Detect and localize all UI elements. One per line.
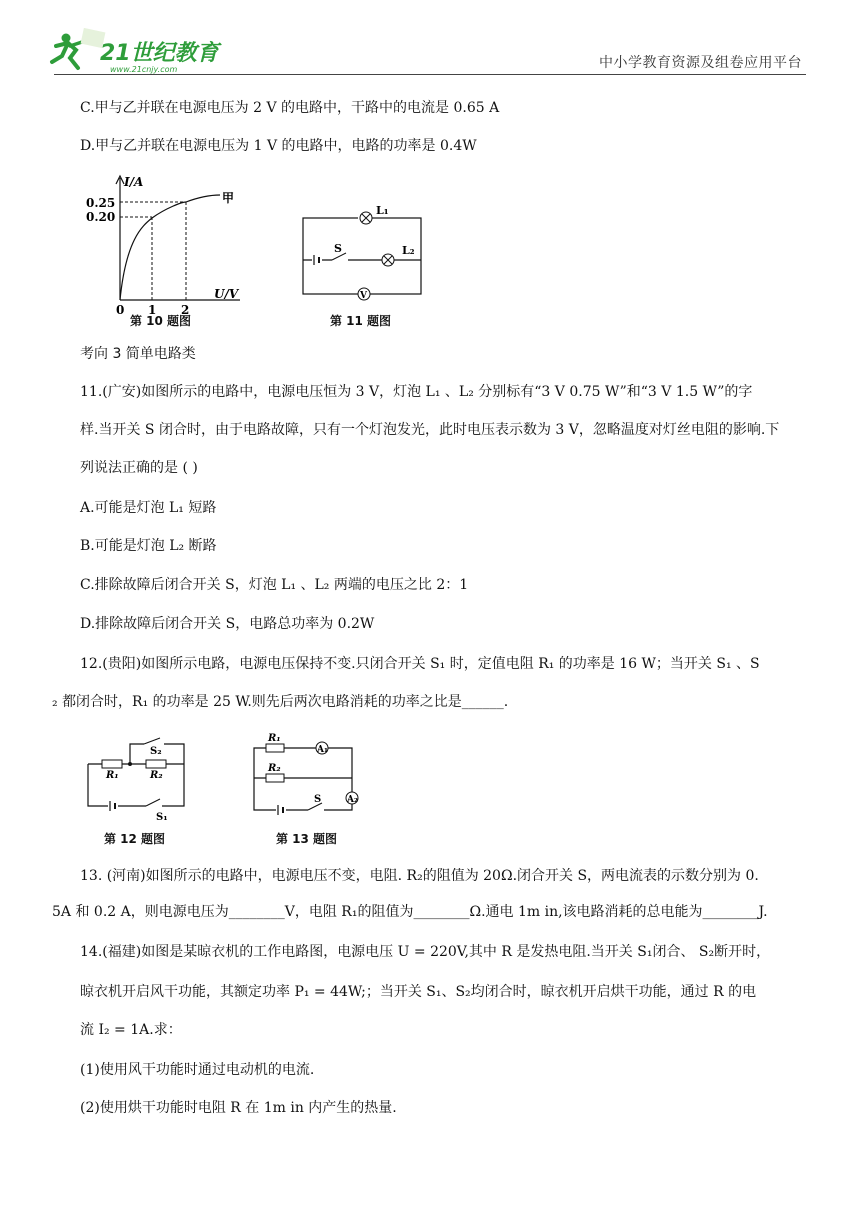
runner-icon [52, 28, 105, 68]
q14-sub-1: (1)使用风干功能时通过电动机的电流. [80, 1062, 315, 1078]
x-tick-0: 0 [116, 303, 125, 317]
label-r2: R₂ [150, 770, 163, 781]
label-r1: R₁ [268, 733, 281, 744]
label-l2: L₂ [402, 244, 415, 257]
section-title: 考向 3 简单电路类 [80, 346, 196, 362]
x-tick-2: 2 [181, 303, 190, 317]
y-tick-025: 0.25 [86, 196, 116, 210]
x-axis-label: U/V [214, 287, 239, 301]
figure-13-caption: 第 13 题图 [276, 832, 338, 846]
q11-option-c: C.排除故障后闭合开关 S，灯泡 L₁ 、L₂ 两端的电压之比 2：1 [80, 577, 469, 593]
q11-option-b: B.可能是灯泡 L₂ 断路 [80, 538, 217, 554]
figure-13-circuit [248, 728, 368, 824]
label-a2: A₂ [347, 795, 358, 805]
label-a1: A₁ [317, 745, 328, 755]
label-r2: R₂ [268, 763, 281, 774]
label-s: S [314, 794, 322, 805]
label-r1: R₁ [106, 770, 119, 781]
figure-12-circuit [84, 730, 194, 824]
figure-10-caption: 第 10 题图 [130, 314, 192, 328]
label-s: S [334, 242, 342, 255]
q12-line-2: ₂ 都闭合时，R₁ 的功率是 25 W.则先后两次电路消耗的功率之比是______. [52, 694, 509, 710]
platform-title: 中小学教育资源及组卷应用平台 [599, 55, 802, 71]
label-s2: S₂ [150, 746, 162, 757]
q14-line-1: 14.(福建)如图是某晾衣机的工作电路图，电源电压 U = 220V,其中 R 是发热电阻.当开关 S₁闭合、 S₂断开时， [80, 944, 771, 960]
logo-text: 21世纪教育 [100, 41, 219, 66]
label-s1: S₁ [156, 812, 168, 823]
q14-line-2: 晾衣机开启风干功能，其额定功率 P₁ = 44W;；当开关 S₁、S₂均闭合时，晾衣机开启烘干功能，通过 R 的电 [80, 984, 757, 1000]
figure-11-circuit [298, 200, 428, 304]
y-axis-label: I/A [124, 175, 144, 189]
q14-line-3: 流 I₂ = 1A.求： [80, 1022, 182, 1038]
curve-label: 甲 [222, 191, 235, 205]
q13-line-1: 13. (河南)如图所示的电路中，电源电压不变，电阻. R₂的阻值为 20Ω.闭合开关 S，两电流表的示数分别为 0. [80, 868, 759, 884]
q11-stem-line-1: 11.(广安)如图所示的电路中，电源电压恒为 3 V，灯泡 L₁ 、L₂ 分别标有“3 V 0.75 W”和“3 V 1.5 W”的字 [80, 384, 753, 400]
logo-url: www.21cnjy.com [110, 65, 178, 74]
q10-option-d: D.甲与乙并联在电源电压为 1 V 的电路中，电路的功率是 0.4W [80, 138, 477, 154]
header-divider [54, 74, 806, 75]
logo-21cnjy [48, 28, 228, 76]
label-v: V [360, 291, 367, 301]
q14-sub-2: (2)使用烘干功能时电阻 R 在 1m in 内产生的热量. [80, 1100, 397, 1116]
figure-11-caption: 第 11 题图 [330, 314, 392, 328]
x-tick-1: 1 [148, 303, 157, 317]
q11-stem-line-3: 列说法正确的是 ( ) [80, 460, 198, 476]
figure-10-iu-graph [82, 170, 252, 330]
q11-stem-line-2: 样.当开关 S 闭合时，由于电路故障，只有一个灯泡发光，此时电压表示数为 3 V，忽略温度对灯丝电阻的影响.下 [80, 422, 780, 438]
y-tick-020: 0.20 [86, 210, 116, 224]
q11-option-d: D.排除故障后闭合开关 S，电路总功率为 0.2W [80, 616, 375, 632]
q13-line-2: 5A 和 0.2 A，则电源电压为________V，电阻 R₁的阻值为________Ω.通电 1m in,该电路消耗的总电能为________J. [52, 904, 768, 920]
q11-option-a: A.可能是灯泡 L₁ 短路 [80, 500, 217, 516]
figure-12-caption: 第 12 题图 [104, 832, 166, 846]
q10-option-c: C.甲与乙并联在电源电压为 2 V 的电路中，干路中的电流是 0.65 A [80, 100, 500, 116]
label-l1: L₁ [376, 204, 389, 217]
curve-jia [120, 195, 220, 300]
q12-line-1: 12.(贵阳)如图所示电路，电源电压保持不变.只闭合开关 S₁ 时，定值电阻 R₁ 的功率是 16 W；当开关 S₁ 、S [80, 656, 760, 672]
page-header [0, 0, 860, 80]
